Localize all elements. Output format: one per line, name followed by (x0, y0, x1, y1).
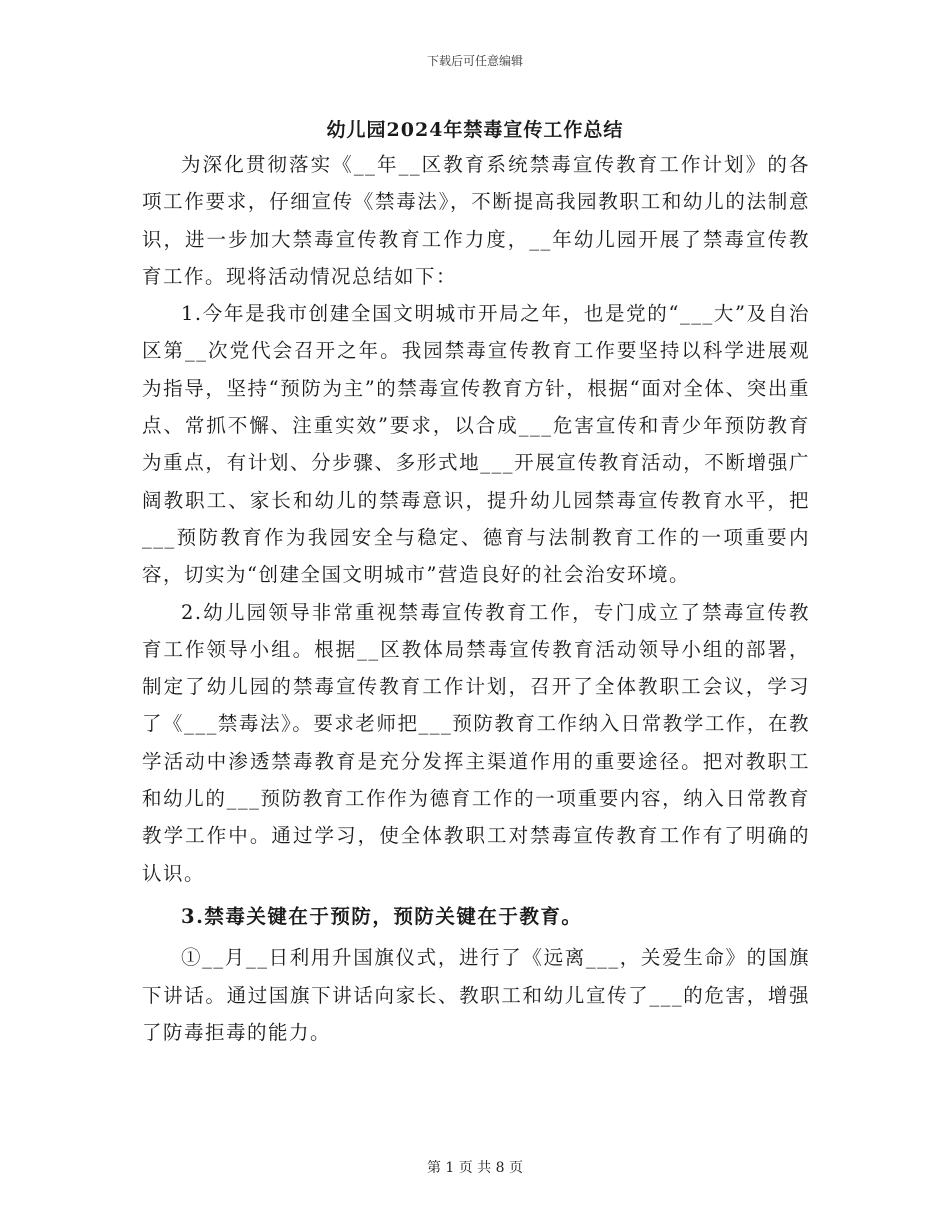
document-body (142, 146, 810, 1051)
paragraph-item-1: 1.今年是我市创建全国文明城市开局之年，也是党的“___大”及自治区第__次党代会召开之年。我园禁毒宣传教育工作要坚持以科学进展观为指导，坚持“预防为主”的禁毒宣传教育方针，根据“面对全体、突出重点、常抓不懈、注重实效”要求，以合成___危害宣传和青少年预防教育为重点，有计划、分步骤、多形式地___开展宣传教育活动，不断增强广阔教职工、家长和幼儿的禁毒意识，提升幼儿园禁毒宣传教育水平，把___预防教育作为我园安全与稳定、德育与法制教育工作的一项重要内容，切实为“创建全国文明城市”营造良好的社会治安环境。 (142, 302, 810, 587)
page-header-note: 下载后可任意编辑 (426, 54, 523, 68)
document-title: 幼儿园2024年禁毒宣传工作总结 (326, 119, 624, 141)
page-number-footer: 第 1 页 共 8 页 (426, 1160, 524, 1176)
intro-paragraph: 为深化贯彻落实《__年__区教育系统禁毒宣传教育工作计划》的各项工作要求，仔细宣传《禁毒法》，不断提高我园教职工和幼儿的法制意识，进一步加大禁毒宣传教育工作力度，__年幼儿园开展了禁毒宣传教育工作。现将活动情况总结如下： (142, 153, 810, 288)
paragraph-item-3-1: ①__月__日利用升国旗仪式，进行了《远离___，关爱生命》的国旗下讲话。通过国旗下讲话向家长、教职工和幼儿宣传了___的危害，增强了防毒拒毒的能力。 (142, 946, 810, 1044)
paragraph-item-2: 2.幼儿园领导非常重视禁毒宣传教育工作，专门成立了禁毒宣传教育工作领导小组。根据__区教体局禁毒宣传教育活动领导小组的部署，制定了幼儿园的禁毒宣传教育工作计划，召开了全体教职工会议，学习了《___禁毒法》。要求老师把___预防教育工作纳入日常教学工作，在教学活动中渗透禁毒教育是充分发挥主渠道作用的重要途径。把对教职工和幼儿的___预防教育工作作为德育工作的一项重要内容，纳入日常教育教学工作中。通过学习，使全体教职工对禁毒宣传教育工作有了明确的认识。 (142, 600, 810, 885)
section-heading-3: 3.禁毒关键在于预防，预防关键在于教育。 (181, 904, 583, 928)
